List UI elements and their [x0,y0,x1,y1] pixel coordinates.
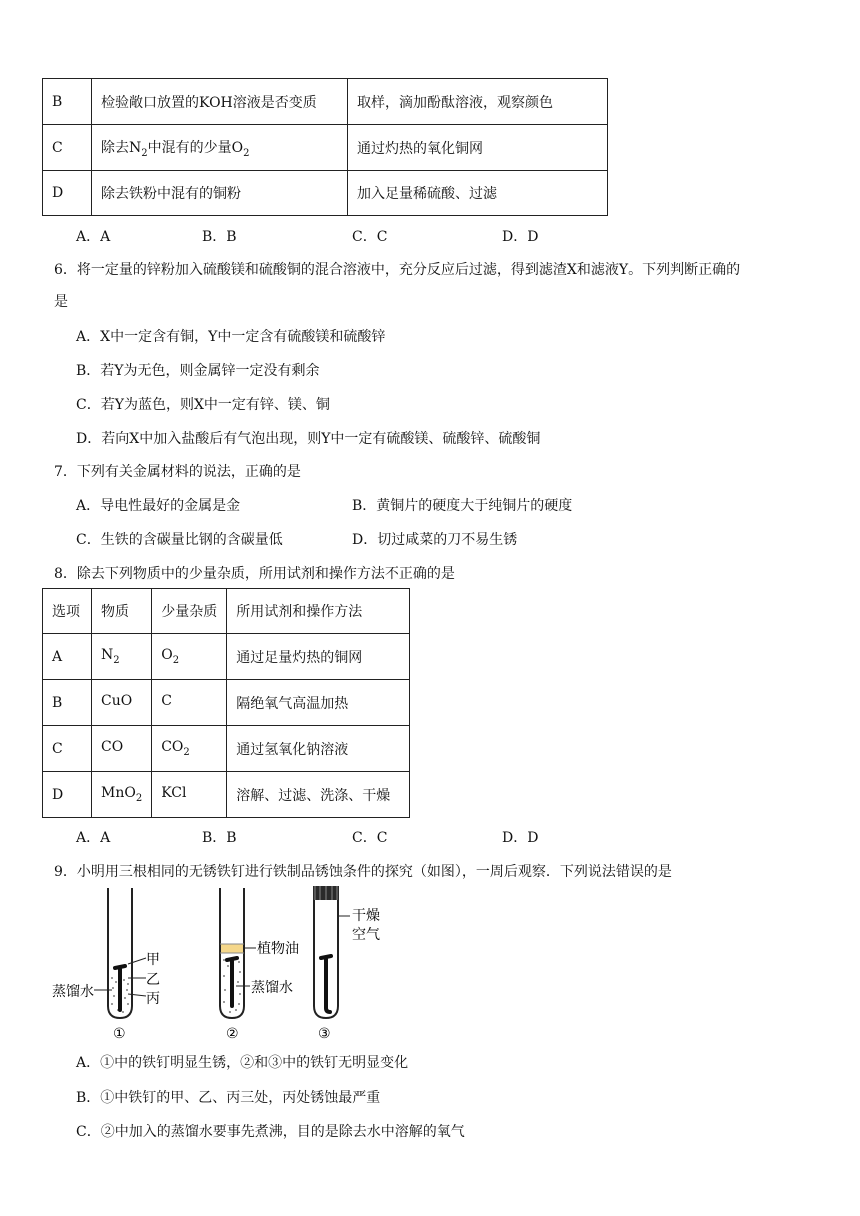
q5-table [42,78,608,216]
q8-cell-opt: D [43,772,92,818]
q8-cell-method: 溶解、过滤、洗涤、干燥 [227,772,410,818]
q7-option-b[interactable]: B．黄铜片的硬度大于纯铜片的硬度 [352,498,573,514]
q5-cell-purpose: 除去$N_2$中混有的少量$O_2$ [92,125,348,171]
q7-option-c[interactable]: C．生铁的含碳量比钢的含碳量低 [76,532,283,548]
label-jia: 甲 [146,952,160,968]
q8-table [42,588,410,818]
test-tube-1 [94,888,146,1018]
q6-stem-line2: 是 [54,294,68,310]
tube-number-3: ③ [318,1026,331,1042]
q8-cell-method: 隔绝氧气高温加热 [227,680,410,726]
q8-option-d[interactable]: D．D [502,830,539,846]
q7-option-d[interactable]: D．切过咸菜的刀不易生锈 [352,532,518,548]
q9-stem: 9．小明用三根相同的无锈铁钉进行铁制品锈蚀条件的探究（如图），一周后观察．下列说法错误的是 [54,864,672,880]
label-dry-air-1: 干燥 [352,908,380,924]
q8-stem: 8．除去下列物质中的少量杂质，所用试剂和操作方法不正确的是 [54,566,455,582]
q6-option-d[interactable]: D．若向X中加入盐酸后有气泡出现，则Y中一定有硫酸镁、硫酸锌、硫酸铜 [76,431,541,447]
q5-cell-purpose: 检验敞口放置的KOH溶液是否变质 [92,79,348,125]
q8-cell-method: 通过氢氧化钠溶液 [227,726,410,772]
label-water-2: 蒸馏水 [251,980,293,996]
q6-stem-line1: 6．将一定量的锌粉加入硫酸镁和硫酸铜的混合溶液中，充分反应后过滤，得到滤渣X和滤液Y。下列判断正确的 [54,262,741,278]
q5-option-a[interactable]: A．A [76,229,111,245]
q8-cell-impurity: $CO_2$ [152,726,227,772]
q8-cell-impurity: KCl [152,772,227,818]
q6-option-a[interactable]: A．X中一定含有铜，Y中一定含有硫酸镁和硫酸锌 [76,329,386,345]
rust-experiment-figure [50,886,395,1046]
q5-option-c[interactable]: C．C [352,229,388,245]
q5-option-b[interactable]: B．B [202,229,237,245]
q8-cell-substance: MnO$_2$ [92,772,152,818]
tube-number-1: ① [113,1026,126,1042]
label-oil: 植物油 [257,941,299,957]
q5-cell-purpose: 除去铁粉中混有的铜粉 [92,171,348,216]
q9-option-b[interactable]: B．①中铁钉的甲、乙、丙三处，丙处锈蚀最严重 [76,1090,381,1106]
q6-option-b[interactable]: B．若Y为无色，则金属锌一定没有剩余 [76,363,320,379]
q8-header: 少量杂质 [152,589,227,634]
q8-options [0,827,860,847]
q8-option-b[interactable]: B．B [202,830,237,846]
q8-cell-impurity: $O_2$ [152,634,227,680]
q8-cell-substance: $N_2$ [92,634,152,680]
q5-cell-method: 取样，滴加酚酞溶液，观察颜色 [348,79,608,125]
q5-cell-method: 通过灼热的氧化铜网 [348,125,608,171]
q7-stem: 7．下列有关金属材料的说法，正确的是 [54,464,301,480]
q8-option-a[interactable]: A．A [76,830,111,846]
q8-cell-opt: B [43,680,92,726]
test-tube-2 [220,888,256,1018]
q6-option-c[interactable]: C．若Y为蓝色，则X中一定有锌、镁、铜 [76,397,330,413]
q5-cell-method: 加入足量稀硫酸、过滤 [348,171,608,216]
q5-option-d[interactable]: D．D [502,229,539,245]
q5-options [0,226,860,246]
q9-option-c[interactable]: C．②中加入的蒸馏水要事先煮沸，目的是除去水中溶解的氧气 [76,1124,465,1140]
q8-option-c[interactable]: C．C [352,830,388,846]
label-yi: 乙 [146,972,160,988]
q5-cell-opt: C [43,125,92,171]
q8-header: 物质 [92,589,152,634]
label-water-1: 蒸馏水 [52,984,94,1000]
q8-header: 选项 [43,589,92,634]
q8-cell-substance: CO [92,726,152,772]
q8-header: 所用试剂和操作方法 [227,589,410,634]
q9-option-a[interactable]: A．①中的铁钉明显生锈，②和③中的铁钉无明显变化 [76,1055,409,1071]
label-bing: 丙 [146,991,160,1007]
q8-cell-substance: CuO [92,680,152,726]
q5-cell-opt: D [43,171,92,216]
test-tube-3 [313,886,350,1018]
q8-cell-opt: A [43,634,92,680]
label-dry-air-2: 空气 [352,927,380,943]
tube-number-2: ② [226,1026,239,1042]
q8-cell-impurity: C [152,680,227,726]
q8-cell-method: 通过足量灼热的铜网 [227,634,410,680]
q7-option-a[interactable]: A．导电性最好的金属是金 [76,498,241,514]
q5-cell-opt: B [43,79,92,125]
q8-cell-opt: C [43,726,92,772]
